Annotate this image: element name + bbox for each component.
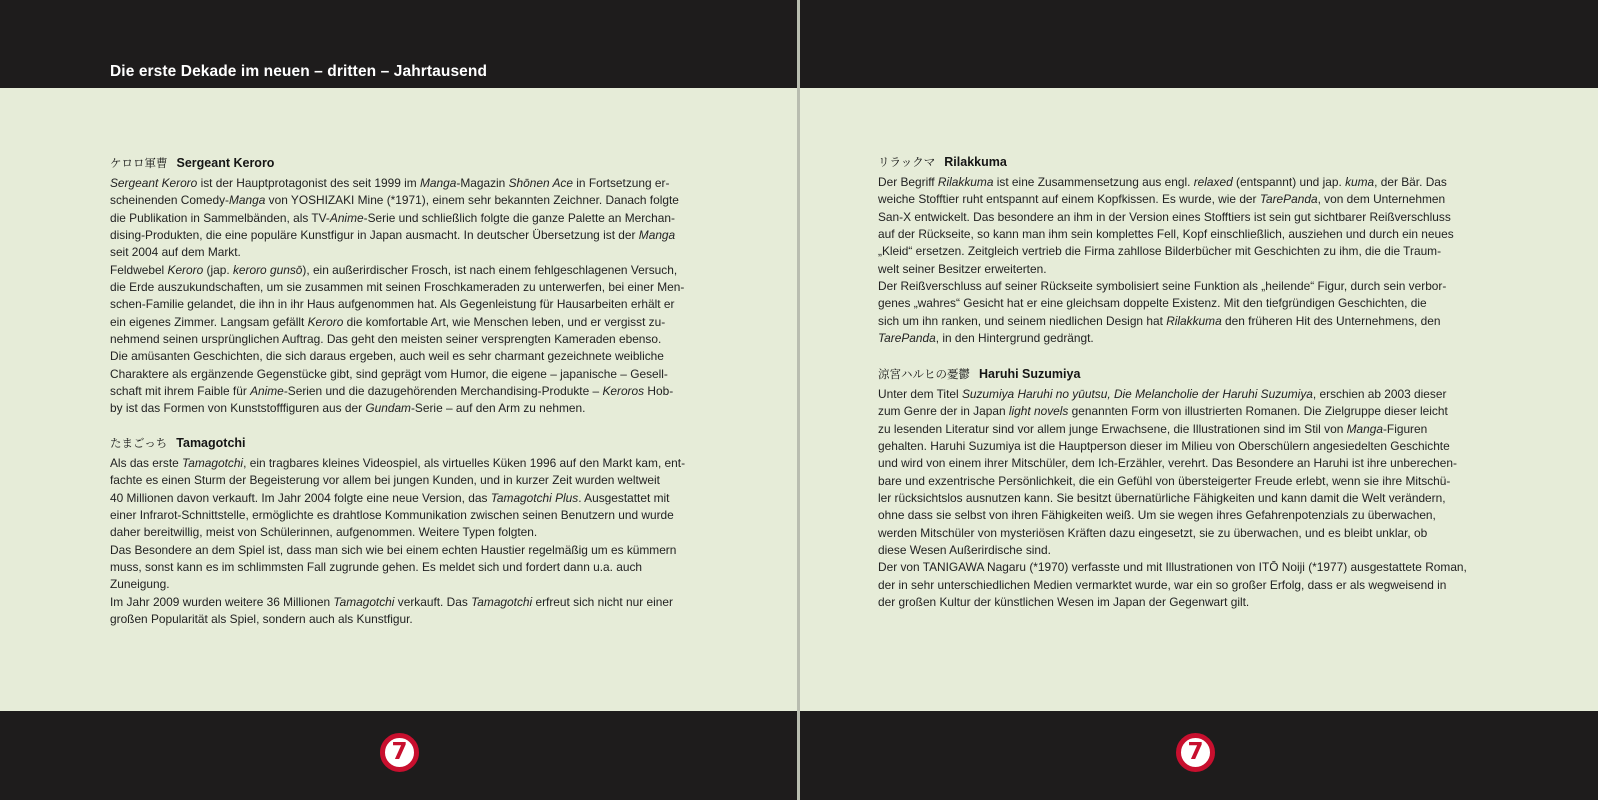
footer-bar	[800, 711, 1598, 800]
text-line: Die amüsanten Geschichten, die sich daraus ergeben, auch weil es sehr charmant gezeichnete weibliche	[110, 349, 664, 364]
article-title: Rilakkuma	[944, 155, 1007, 169]
text-line: dising-Produkten, die eine populäre Kunstfigur in Japan ausmacht. In deutscher Übersetzung ist der Manga	[110, 228, 676, 243]
text-line: ler rücksichtslos ausnutzen kann. Sie besitzt übernatürliche Fähigkeiten und kann damit die Welt verändern,	[878, 491, 1446, 506]
text-line: der in sehr unterschiedlichen Medien vermarktet wurde, war ein so großer Erfolg, dass er als wegweisend in	[878, 577, 1447, 592]
article-heading	[110, 154, 722, 172]
text-line: der großen Kultur der künstlichen Wesen im Japan der Gegenwart gilt.	[878, 595, 1250, 610]
text-line: ein eigenes Zimmer. Langsam gefällt Keroro die komfortable Art, wie Menschen leben, und er vergisst zu-	[110, 314, 666, 329]
article-title: Sergeant Keroro	[176, 156, 275, 170]
text-line: by ist das Formen von Kunststofffiguren aus der Gundam-Serie – auf den Arm zu nehmen.	[110, 401, 586, 416]
text-line: großen Popularität als Spiel, sondern auch als Kunstfigur.	[110, 612, 413, 627]
page-content	[800, 88, 1598, 711]
text-line: Der Reißverschluss auf seiner Rückseite symbolisiert seine Funktion als „heilende“ Figur, durch sein verbor-	[878, 279, 1447, 294]
article-body	[878, 386, 1490, 611]
article-title: Haruhi Suzumiya	[979, 367, 1081, 381]
text-line: einer Infrarot-Schnittstelle, ermöglichte es drahtlose Kommunikation zwischen seinen Benutzern und wurde	[110, 508, 674, 523]
text-line: diese Wesen Außerirdische sind.	[878, 543, 1051, 558]
article-keroro	[110, 154, 722, 418]
japanese-title: たまごっち	[110, 436, 168, 450]
text-line: Unter dem Titel Suzumiya Haruhi no yūutsu, Die Melancholie der Haruhi Suzumiya, erschien ab 2003 dieser	[878, 387, 1447, 401]
text-line: Als das erste Tamagotchi, ein tragbares kleines Videospiel, als virtuelles Küken 1996 auf den Markt kam, ent-	[110, 456, 686, 470]
text-line: ohne dass sie selbst von ihren Fähigkeiten weiß. Um sie wegen ihres Gefahrenpotenzials zu überwachen,	[878, 508, 1436, 523]
article-title: Tamagotchi	[176, 436, 246, 450]
page-number-badge: 7	[1176, 733, 1215, 772]
text-line: welt seiner Besitzer erweiterten.	[878, 261, 1047, 276]
japanese-title: ケロロ軍曹	[110, 156, 168, 170]
text-line: Charaktere als ergänzende Gegenstücke gibt, sind geprägt vom Humor, die eigene – japanische – Gesell-	[110, 366, 668, 381]
text-line: Feldwebel Keroro (jap. keroro gunsō), ein außerirdischer Frosch, ist nach einem fehlgeschlagenen Versuch,	[110, 262, 678, 277]
japanese-title: 涼宮ハルヒの憂鬱	[878, 367, 970, 381]
text-line: zum Genre der in Japan light novels genannten Form von illustrierten Romanen. Die Zielgruppe dieser leicht	[878, 404, 1448, 419]
text-line: auf der Rückseite, so kann man ihm sein komplettes Fell, Kopf einschließlich, ausziehen und durch ein neues	[878, 227, 1454, 242]
text-line: bare und exzentrische Persönlichkeit, die ein Gefühl von übersteigerter Freude erlebt, wenn sie ihre Mitschü-	[878, 473, 1451, 488]
article-tamagotchi	[110, 434, 722, 628]
text-line: nehmend seinen ursprünglichen Auftrag. Das geht den meisten seiner versprengten Kameraden ebenso.	[110, 332, 662, 347]
article-heading	[878, 153, 1490, 171]
page-content	[0, 88, 797, 711]
text-line: Sergeant Keroro ist der Hauptprotagonist des seit 1999 im Manga-Magazin Shōnen Ace in Fortsetzung er-	[110, 176, 670, 190]
text-line: die Erde auszukundschaften, um sie zusammen mit seinen Froschkameraden zu unterwerfen, bei einer Men-	[110, 280, 685, 295]
left-page	[0, 0, 797, 800]
text-line: werden Mitschüler von mysteriösen Kräften dazu eingesetzt, sie zu überwachen, und es bleibt unklar, ob	[878, 525, 1428, 540]
text-line: genes „wahres“ Gesicht hat er eine gleichsam doppelte Existenz. Mit den tiefgründigen Geschichten, die	[878, 296, 1427, 311]
article-heading	[878, 365, 1490, 383]
text-line: Der von TANIGAWA Nagaru (*1970) verfasste und mit Illustrationen von ITŌ Noiji (*1977) ausgestattete Roman,	[878, 560, 1467, 575]
article-body	[110, 455, 722, 628]
right-page	[800, 0, 1598, 800]
text-line: Das Besondere an dem Spiel ist, dass man sich wie bei einem echten Haustier regelmäßig um es kümmern	[110, 542, 677, 557]
text-line: weiche Stofftier ruht entspannt auf einem Kopfkissen. Es wurde, wie der TarePanda, von dem Unternehmen	[878, 192, 1446, 207]
header-bar	[0, 0, 797, 88]
text-line: zu lesenden Literatur sind vor allem junge Erwachsene, die Illustrationen sind im Stil von Manga-Figuren	[878, 421, 1428, 436]
article-heading	[110, 434, 722, 452]
text-line: 40 Millionen davon verkauft. Im Jahr 2004 folgte eine neue Version, das Tamagotchi Plus. Ausgestattet mit	[110, 490, 670, 505]
text-line: TarePanda, in den Hintergrund gedrängt.	[878, 331, 1094, 346]
article-haruhi	[878, 365, 1490, 611]
text-line: schen-Familie gelandet, die ihn in ihr Haus aufgenommen hat. Als Gegenleistung für Hausarbeiten erhält er	[110, 297, 675, 312]
article-body	[110, 175, 722, 418]
text-line: schaft mit ihrem Faible für Anime-Serien und die dazugehörenden Merchandising-Produkte – Keroros Hob-	[110, 384, 674, 399]
text-line: und wird von einem ihrer Mitschüler, dem Ich-Erzähler, verehrt. Das Besondere an Haruhi ist ihre unberechen-	[878, 456, 1457, 471]
page-number-badge: 7	[380, 733, 419, 772]
text-line: San-X entwickelt. Das besondere an ihm in der Version eines Stofftiers ist sein gut sichtbarer Reißverschluss	[878, 209, 1451, 224]
section-title: Die erste Dekade im neuen – dritten – Jahrtausend	[110, 63, 488, 80]
japanese-title: リラックマ	[878, 155, 936, 169]
text-line: daher bereitwillig, meist von Schülerinnen, aufgenommen. Weitere Typen folgten.	[110, 525, 538, 540]
text-line: Im Jahr 2009 wurden weitere 36 Millionen Tamagotchi verkauft. Das Tamagotchi erfreut sich nicht nur einer	[110, 594, 673, 609]
text-line: sich um ihn ranken, und seinem niedlichen Design hat Rilakkuma den früheren Hit des Unternehmens, den	[878, 313, 1441, 328]
header-bar	[800, 0, 1598, 88]
text-line: seit 2004 auf dem Markt.	[110, 245, 241, 260]
text-line: Der Begriff Rilakkuma ist eine Zusammensetzung aus engl. relaxed (entspannt) und jap. kuma, der Bär. Das	[878, 175, 1447, 189]
text-line: scheinenden Comedy-Manga von YOSHIZAKI Mine (*1971), einem sehr bekannten Zeichner. Danach folgte	[110, 193, 679, 208]
footer-bar	[0, 711, 797, 800]
text-line: „Kleid“ ersetzen. Zeitgleich vertrieb die Firma zahllose Bilderbücher mit Geschichten zu ihm, die die Traum-	[878, 244, 1442, 259]
text-line: Zuneigung.	[110, 577, 170, 592]
text-line: gehalten. Haruhi Suzumiya ist die Hauptperson dieser im Milieu von Oberschülern angesiedelten Geschichte	[878, 439, 1450, 454]
article-rilakkuma	[878, 153, 1490, 347]
article-body	[878, 174, 1490, 347]
text-line: die Publikation in Sammelbänden, als TV-Anime-Serie und schließlich folgte die ganze Palette an Merchan-	[110, 210, 675, 225]
text-line: muss, sonst kann es im schlimmsten Fall zugrunde gehen. Es meldet sich und fordert dann u.a. auch	[110, 560, 643, 575]
text-line: fachte es einen Sturm der Begeisterung vor allem bei jungen Kunden, und in kurzer Zeit wurden weltweit	[110, 473, 660, 488]
